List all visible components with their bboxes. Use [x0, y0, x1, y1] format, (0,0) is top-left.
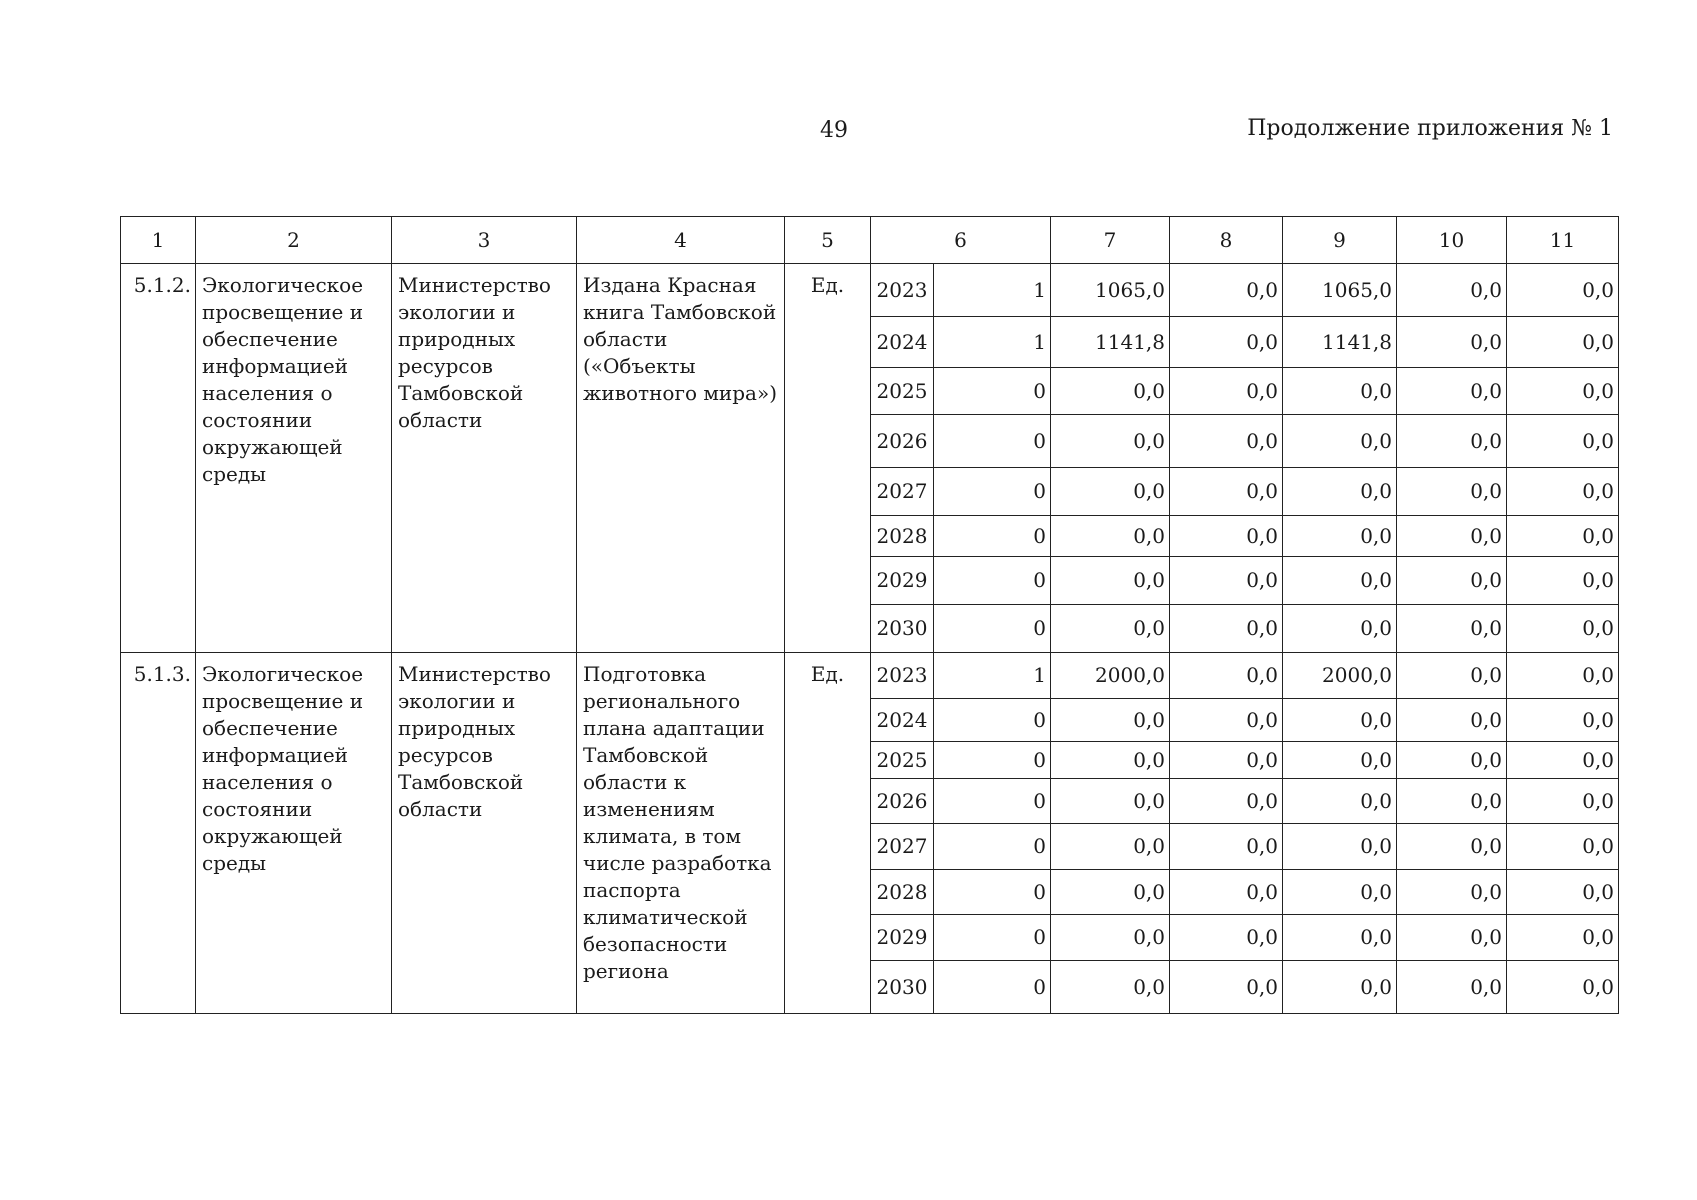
value-cell-col-9: 0,0	[1283, 368, 1397, 415]
value-cell-col-7: 0,0	[1051, 742, 1170, 779]
value-cell-col-8: 0,0	[1170, 961, 1283, 1014]
value-cell-col-9: 0,0	[1283, 415, 1397, 468]
value-cell-col-8: 0,0	[1170, 779, 1283, 824]
value-cell-col-7: 0,0	[1051, 368, 1170, 415]
value-cell-col-11: 0,0	[1507, 415, 1619, 468]
value-cell-col-9: 0,0	[1283, 870, 1397, 915]
column-header-6: 6	[871, 217, 1051, 264]
year-cell: 2024	[871, 699, 934, 742]
year-cell: 2026	[871, 415, 934, 468]
value-cell-col-10: 0,0	[1397, 742, 1507, 779]
quantity-cell: 0	[934, 961, 1051, 1014]
value-cell-col-9: 0,0	[1283, 605, 1397, 653]
value-cell-col-7: 0,0	[1051, 915, 1170, 961]
value-cell-col-8: 0,0	[1170, 870, 1283, 915]
value-cell-col-8: 0,0	[1170, 468, 1283, 516]
value-cell-col-8: 0,0	[1170, 415, 1283, 468]
column-header-4: 4	[577, 217, 785, 264]
value-cell-col-10: 0,0	[1397, 557, 1507, 605]
value-cell-col-8: 0,0	[1170, 605, 1283, 653]
value-cell-col-7: 0,0	[1051, 605, 1170, 653]
value-cell-col-11: 0,0	[1507, 368, 1619, 415]
quantity-cell: 0	[934, 468, 1051, 516]
quantity-cell: 0	[934, 915, 1051, 961]
column-header-7: 7	[1051, 217, 1170, 264]
value-cell-col-11: 0,0	[1507, 824, 1619, 870]
column-header-9: 9	[1283, 217, 1397, 264]
value-cell-col-8: 0,0	[1170, 653, 1283, 699]
activity-name: Экологическое просвещение и обеспечение информацией населения о состоянии окружающей среды	[196, 264, 392, 653]
value-cell-col-10: 0,0	[1397, 317, 1507, 368]
value-cell-col-11: 0,0	[1507, 653, 1619, 699]
value-cell-col-11: 0,0	[1507, 699, 1619, 742]
column-number-header-row	[121, 217, 1619, 264]
value-cell-col-11: 0,0	[1507, 516, 1619, 557]
value-cell-col-11: 0,0	[1507, 779, 1619, 824]
year-cell: 2030	[871, 605, 934, 653]
expected-result: Издана Красная книга Тамбовской области («Объекты животного мира»)	[577, 264, 785, 653]
column-header-10: 10	[1397, 217, 1507, 264]
value-cell-col-7: 0,0	[1051, 961, 1170, 1014]
quantity-cell: 0	[934, 699, 1051, 742]
value-cell-col-9: 0,0	[1283, 557, 1397, 605]
value-cell-col-7: 2000,0	[1051, 653, 1170, 699]
value-cell-col-7: 0,0	[1051, 779, 1170, 824]
value-cell-col-10: 0,0	[1397, 516, 1507, 557]
activity-code: 5.1.2.	[121, 264, 196, 653]
quantity-cell: 1	[934, 317, 1051, 368]
year-cell: 2030	[871, 961, 934, 1014]
value-cell-col-7: 0,0	[1051, 870, 1170, 915]
value-cell-col-10: 0,0	[1397, 368, 1507, 415]
year-cell: 2025	[871, 742, 934, 779]
year-cell: 2027	[871, 824, 934, 870]
value-cell-col-8: 0,0	[1170, 699, 1283, 742]
column-header-8: 8	[1170, 217, 1283, 264]
value-cell-col-10: 0,0	[1397, 961, 1507, 1014]
value-cell-col-11: 0,0	[1507, 961, 1619, 1014]
value-cell-col-9: 0,0	[1283, 742, 1397, 779]
table-body	[121, 217, 1619, 1014]
unit-of-measure: Ед.	[785, 264, 871, 653]
value-cell-col-10: 0,0	[1397, 699, 1507, 742]
year-cell: 2026	[871, 779, 934, 824]
value-cell-col-9: 0,0	[1283, 915, 1397, 961]
year-cell: 2024	[871, 317, 934, 368]
value-cell-col-8: 0,0	[1170, 516, 1283, 557]
value-cell-col-9: 2000,0	[1283, 653, 1397, 699]
value-cell-col-11: 0,0	[1507, 317, 1619, 368]
value-cell-col-8: 0,0	[1170, 368, 1283, 415]
quantity-cell: 0	[934, 870, 1051, 915]
column-header-1: 1	[121, 217, 196, 264]
value-cell-col-7: 0,0	[1051, 415, 1170, 468]
year-cell: 2029	[871, 915, 934, 961]
value-cell-col-11: 0,0	[1507, 870, 1619, 915]
quantity-cell: 0	[934, 557, 1051, 605]
activity-name: Экологическое просвещение и обеспечение информацией населения о состоянии окружающей среды	[196, 653, 392, 1014]
value-cell-col-11: 0,0	[1507, 742, 1619, 779]
value-cell-col-7: 1141,8	[1051, 317, 1170, 368]
value-cell-col-11: 0,0	[1507, 468, 1619, 516]
value-cell-col-10: 0,0	[1397, 605, 1507, 653]
value-cell-col-7: 0,0	[1051, 516, 1170, 557]
table-row	[121, 264, 1619, 317]
value-cell-col-8: 0,0	[1170, 264, 1283, 317]
value-cell-col-9: 0,0	[1283, 779, 1397, 824]
value-cell-col-8: 0,0	[1170, 915, 1283, 961]
value-cell-col-8: 0,0	[1170, 742, 1283, 779]
value-cell-col-8: 0,0	[1170, 824, 1283, 870]
value-cell-col-10: 0,0	[1397, 653, 1507, 699]
value-cell-col-10: 0,0	[1397, 468, 1507, 516]
column-header-3: 3	[392, 217, 577, 264]
year-cell: 2023	[871, 653, 934, 699]
value-cell-col-8: 0,0	[1170, 557, 1283, 605]
year-cell: 2027	[871, 468, 934, 516]
value-cell-col-9: 1065,0	[1283, 264, 1397, 317]
value-cell-col-7: 0,0	[1051, 557, 1170, 605]
table-row	[121, 653, 1619, 699]
value-cell-col-10: 0,0	[1397, 824, 1507, 870]
activity-code: 5.1.3.	[121, 653, 196, 1014]
value-cell-col-8: 0,0	[1170, 317, 1283, 368]
year-cell: 2029	[871, 557, 934, 605]
quantity-cell: 1	[934, 264, 1051, 317]
value-cell-col-9: 1141,8	[1283, 317, 1397, 368]
value-cell-col-7: 0,0	[1051, 824, 1170, 870]
year-cell: 2023	[871, 264, 934, 317]
quantity-cell: 0	[934, 824, 1051, 870]
value-cell-col-10: 0,0	[1397, 915, 1507, 961]
quantity-cell: 0	[934, 605, 1051, 653]
expected-result: Подготовка регионального плана адаптации Тамбовской области к изменениям климата, в том числе разработка паспорта климатической безопасности региона	[577, 653, 785, 1014]
value-cell-col-10: 0,0	[1397, 415, 1507, 468]
value-cell-col-11: 0,0	[1507, 605, 1619, 653]
appendix-continuation-label: Продолжение приложения № 1	[1247, 116, 1613, 141]
column-header-2: 2	[196, 217, 392, 264]
year-cell: 2028	[871, 870, 934, 915]
year-cell: 2025	[871, 368, 934, 415]
value-cell-col-9: 0,0	[1283, 824, 1397, 870]
value-cell-col-9: 0,0	[1283, 699, 1397, 742]
quantity-cell: 0	[934, 368, 1051, 415]
program-activities-table	[120, 216, 1619, 1014]
column-header-11: 11	[1507, 217, 1619, 264]
quantity-cell: 1	[934, 653, 1051, 699]
quantity-cell: 0	[934, 415, 1051, 468]
quantity-cell: 0	[934, 779, 1051, 824]
value-cell-col-11: 0,0	[1507, 557, 1619, 605]
responsible-executor: Министерство экологии и природных ресурсов Тамбовской области	[392, 264, 577, 653]
column-header-5: 5	[785, 217, 871, 264]
value-cell-col-11: 0,0	[1507, 264, 1619, 317]
responsible-executor: Министерство экологии и природных ресурсов Тамбовской области	[392, 653, 577, 1014]
value-cell-col-7: 0,0	[1051, 468, 1170, 516]
unit-of-measure: Ед.	[785, 653, 871, 1014]
value-cell-col-7: 1065,0	[1051, 264, 1170, 317]
value-cell-col-7: 0,0	[1051, 699, 1170, 742]
page-number: 49	[820, 118, 848, 143]
value-cell-col-10: 0,0	[1397, 870, 1507, 915]
quantity-cell: 0	[934, 742, 1051, 779]
quantity-cell: 0	[934, 516, 1051, 557]
value-cell-col-10: 0,0	[1397, 264, 1507, 317]
value-cell-col-9: 0,0	[1283, 516, 1397, 557]
year-cell: 2028	[871, 516, 934, 557]
value-cell-col-9: 0,0	[1283, 961, 1397, 1014]
value-cell-col-11: 0,0	[1507, 915, 1619, 961]
value-cell-col-9: 0,0	[1283, 468, 1397, 516]
value-cell-col-10: 0,0	[1397, 779, 1507, 824]
